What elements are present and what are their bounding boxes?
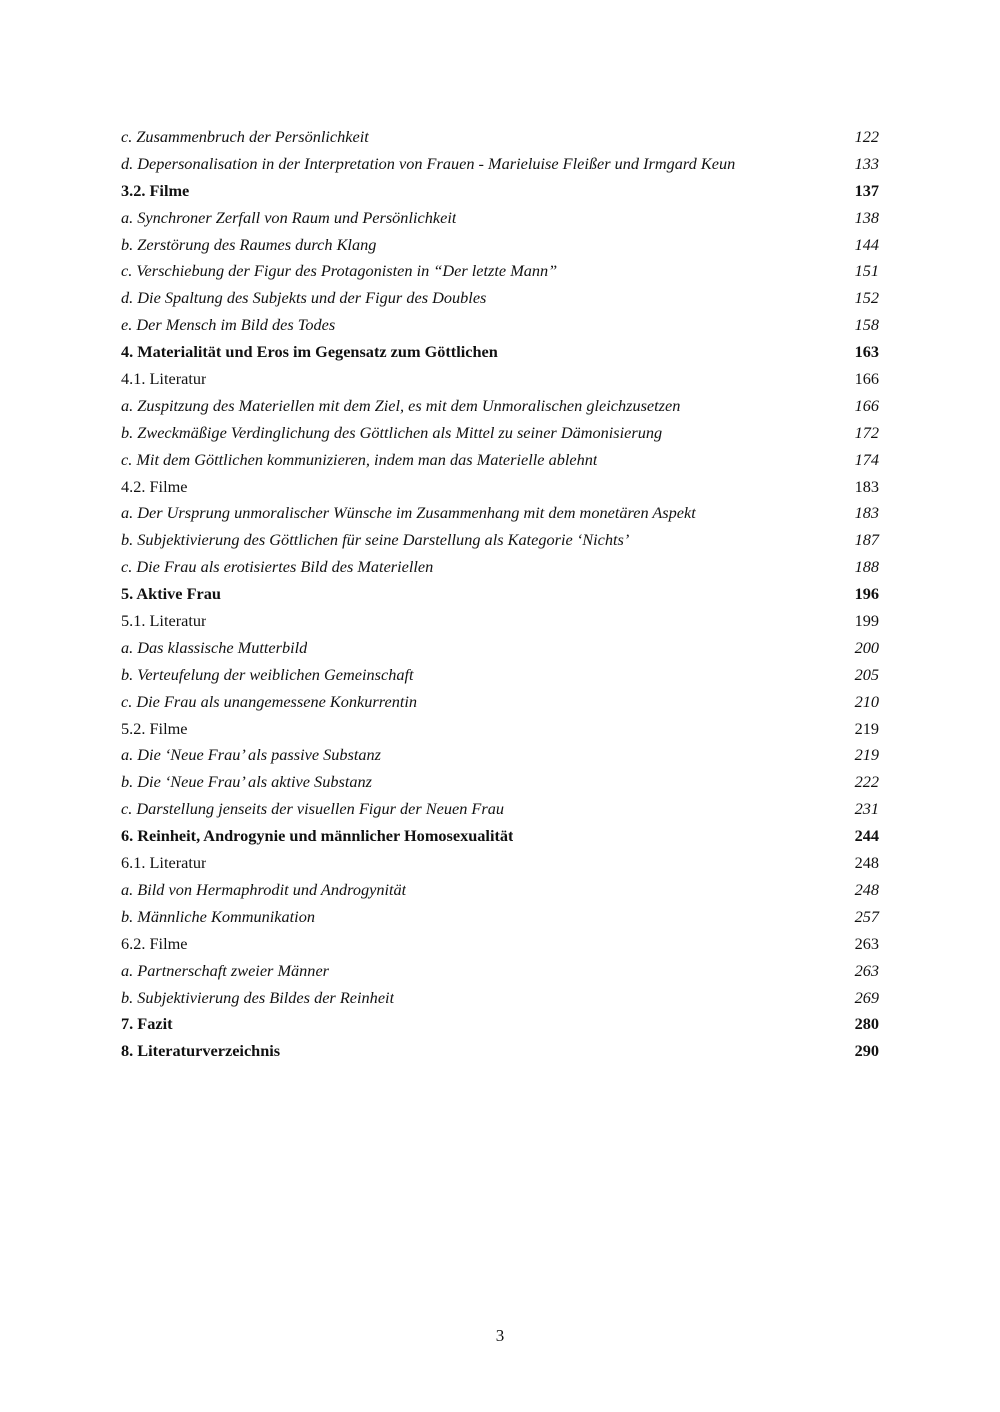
toc-entry-title: 5. Aktive Frau	[121, 584, 221, 604]
toc-entry-page: 137	[854, 180, 879, 200]
toc-entry-page: 138	[854, 207, 879, 227]
toc-entry-title: b. Subjektivierung des Göttlichen für seine Darstellung als Kategorie ‘Nichts’	[121, 530, 630, 550]
toc-entry-page: 244	[854, 826, 879, 846]
toc-entry-page: 199	[854, 611, 879, 631]
toc-entry-page: 183	[854, 476, 879, 496]
toc-entry-title: d. Die Spaltung des Subjekts und der Figur des Doubles	[121, 288, 487, 308]
toc-entry-title: 6.2. Filme	[121, 933, 188, 953]
toc-entry	[121, 474, 879, 501]
toc-entry	[121, 877, 879, 904]
toc-entry	[121, 958, 879, 985]
toc-entry	[121, 581, 879, 608]
toc-entry	[121, 178, 879, 205]
toc-entry	[121, 1011, 879, 1038]
toc-entry-title: a. Die ‘Neue Frau’ als passive Substanz	[121, 745, 382, 765]
toc-entry	[121, 796, 879, 823]
toc-entry-page: 219	[854, 745, 879, 765]
toc-entry-title: 6. Reinheit, Androgynie und männlicher Homosexualität	[121, 826, 514, 846]
toc-entry	[121, 904, 879, 931]
toc-entry-title: b. Männliche Kommunikation	[121, 906, 315, 926]
toc-entry	[121, 1038, 879, 1065]
toc-entry-page: 219	[854, 718, 879, 738]
toc-entry	[121, 635, 879, 662]
toc-entry-title: a. Das klassische Mutterbild	[121, 637, 308, 657]
toc-entry-title: a. Partnerschaft zweier Männer	[121, 960, 330, 980]
toc-entry-title: c. Die Frau als unangemessene Konkurrentin	[121, 691, 418, 711]
toc-entry-title: b. Verteufelung der weiblichen Gemeinschaft	[121, 664, 414, 684]
toc-entry-title: 6.1. Literatur	[121, 853, 207, 873]
toc-entry-page: 200	[854, 637, 879, 657]
toc-entry	[121, 716, 879, 743]
toc-entry-title: a. Synchroner Zerfall von Raum und Persönlichkeit	[121, 207, 457, 227]
toc-entry-title: 5.2. Filme	[121, 718, 188, 738]
toc-entry-title: 4. Materialität und Eros im Gegensatz zum Göttlichen	[121, 342, 498, 362]
toc-entry-page: 248	[854, 853, 879, 873]
toc-entry-page: 210	[854, 691, 879, 711]
toc-entry	[121, 339, 879, 366]
toc-entry-page: 269	[854, 987, 879, 1007]
toc-entry-page: 231	[854, 799, 879, 819]
toc-entry-title: c. Verschiebung der Figur des Protagonisten in “Der letzte Mann”	[121, 261, 558, 281]
toc-entry	[121, 205, 879, 232]
toc-entry-title: 4.1. Literatur	[121, 369, 207, 389]
toc-entry	[121, 689, 879, 716]
toc-entry-title: d. Depersonalisation in der Interpretation von Frauen - Marieluise Fleißer und Irmgard Keun	[121, 153, 736, 173]
toc-entry-page: 174	[854, 449, 879, 469]
toc-entry-page: 188	[854, 557, 879, 577]
toc-entry	[121, 662, 879, 689]
toc-entry-title: a. Der Ursprung unmoralischer Wünsche im Zusammenhang mit dem monetären Aspekt	[121, 503, 696, 523]
toc-entry-page: 166	[854, 395, 879, 415]
toc-entry-title: c. Zusammenbruch der Persönlichkeit	[121, 127, 369, 146]
toc-entry-page: 144	[854, 234, 879, 254]
toc-entry-title: a. Zuspitzung des Materiellen mit dem Ziel, es mit dem Unmoralischen gleichzusetzen	[121, 395, 681, 415]
toc-entry-title: b. Subjektivierung des Bildes der Reinheit	[121, 987, 395, 1007]
toc-entry-page: 158	[854, 315, 879, 335]
toc-entry	[121, 285, 879, 312]
toc-entry-title: e. Der Mensch im Bild des Todes	[121, 315, 336, 335]
toc-entry-page: 151	[854, 261, 879, 281]
toc-entry-page: 163	[854, 342, 879, 362]
toc-entry	[121, 823, 879, 850]
toc-entry-page: 133	[854, 153, 879, 173]
table-of-contents	[121, 124, 879, 1065]
toc-entry	[121, 151, 879, 178]
toc-entry	[121, 769, 879, 796]
toc-entry-title: c. Die Frau als erotisiertes Bild des Materiellen	[121, 557, 434, 577]
toc-entry-title: 5.1. Literatur	[121, 611, 207, 631]
toc-entry-page: 222	[854, 772, 879, 792]
toc-entry-page: 248	[854, 879, 879, 899]
toc-entry-page: 166	[854, 369, 879, 389]
toc-entry-page: 263	[854, 933, 879, 953]
page-number: 3	[495, 1326, 505, 1345]
toc-entry-page: 196	[854, 584, 879, 604]
toc-entry	[121, 608, 879, 635]
toc-entry	[121, 393, 879, 420]
toc-entry	[121, 447, 879, 474]
toc-entry	[121, 554, 879, 581]
toc-entry-page: 205	[854, 664, 879, 684]
toc-entry	[121, 527, 879, 554]
toc-entry-page: 183	[854, 503, 879, 523]
toc-entry-page: 290	[854, 1041, 879, 1061]
toc-entry-title: 3.2. Filme	[121, 180, 190, 200]
toc-entry	[121, 742, 879, 769]
toc-entry-page: 172	[854, 422, 879, 442]
toc-entry	[121, 850, 879, 877]
toc-entry-page: 257	[854, 906, 879, 926]
toc-entry-title: 7. Fazit	[121, 1014, 173, 1034]
toc-entry-page: 122	[854, 127, 879, 146]
toc-entry-page: 187	[854, 530, 879, 550]
toc-entry-page: 263	[854, 960, 879, 980]
toc-entry-page: 280	[854, 1014, 879, 1034]
toc-entry-title: 4.2. Filme	[121, 476, 188, 496]
toc-entry-page: 152	[854, 288, 879, 308]
toc-entry	[121, 366, 879, 393]
toc-entry-title: 8. Literaturverzeichnis	[121, 1041, 281, 1061]
toc-entry	[121, 232, 879, 259]
toc-entry	[121, 931, 879, 958]
toc-entry-title: b. Zweckmäßige Verdinglichung des Göttlichen als Mittel zu seiner Dämonisierung	[121, 422, 663, 442]
toc-entry	[121, 985, 879, 1012]
toc-entry-title: c. Darstellung jenseits der visuellen Figur der Neuen Frau	[121, 799, 504, 819]
toc-entry	[121, 312, 879, 339]
toc-entry-title: c. Mit dem Göttlichen kommunizieren, indem man das Materielle ablehnt	[121, 449, 598, 469]
toc-entry-title: b. Zerstörung des Raumes durch Klang	[121, 234, 377, 254]
toc-entry-title: b. Die ‘Neue Frau’ als aktive Substanz	[121, 772, 372, 792]
toc-entry	[121, 500, 879, 527]
toc-entry	[121, 258, 879, 285]
toc-entry	[121, 124, 879, 151]
toc-entry	[121, 420, 879, 447]
toc-entry-title: a. Bild von Hermaphrodit und Androgynität	[121, 879, 407, 899]
